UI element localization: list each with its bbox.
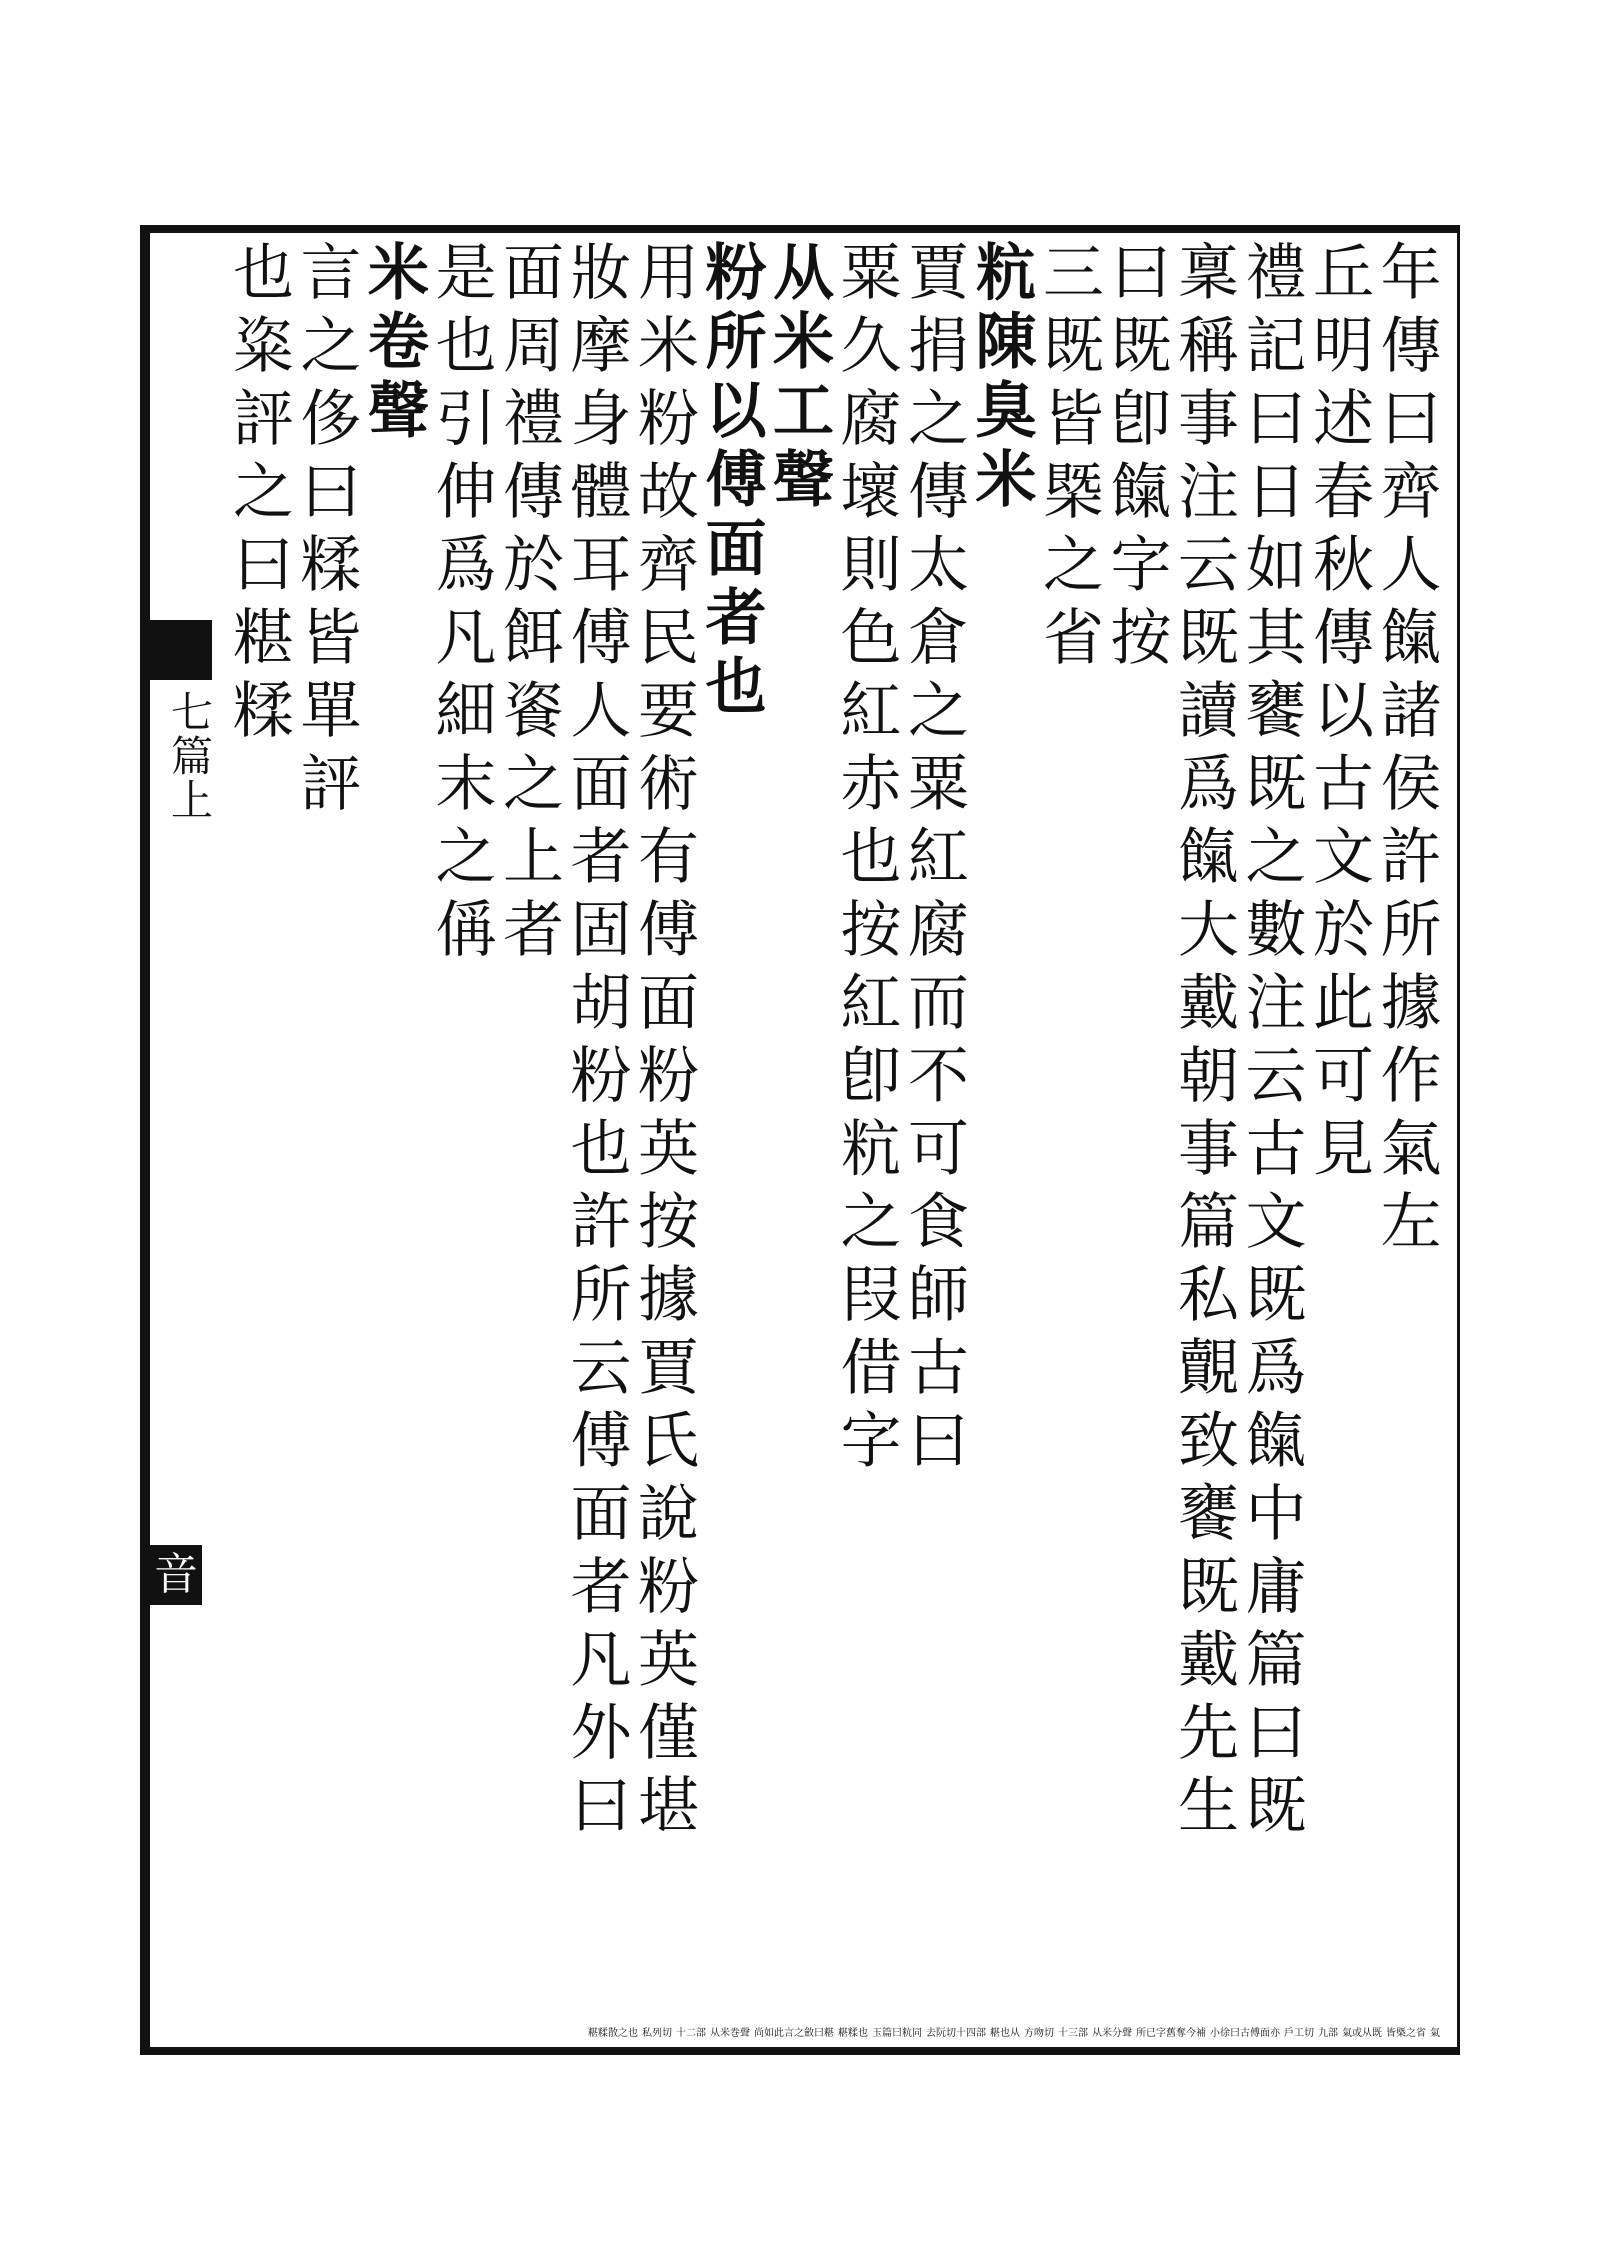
column-text: 米卷聲 [358, 240, 429, 447]
annotation-col16-tail: 糂也从 [990, 2028, 1020, 2039]
annotation-col4-note: 皆槩之省 [1386, 2028, 1426, 2039]
annotation-strip [225, 2028, 1440, 2040]
text-column [1370, 240, 1442, 2040]
column-text: 禮記曰日如其饔既之數注云古文既爲餼中庸篇曰既 [1235, 240, 1307, 1846]
text-column [560, 240, 632, 2040]
annotation-col20-tail: 尚如此言之斂曰糂 [754, 2028, 834, 2039]
annotation-col23-tail: 私列切 [642, 2028, 672, 2039]
text-column [495, 240, 563, 2040]
annotation-col1-tail: 氣 [1430, 2028, 1440, 2039]
column-text: 用米粉故齊民要術有傅面粉英按據賈氏說粉英僅堪 [628, 240, 699, 1846]
margin-black-bar [150, 620, 212, 680]
annotation-col5-extra: 氣或从既 [1342, 2028, 1382, 2039]
column-text: 从米工聲 [763, 240, 834, 516]
margin-mark: 音 [150, 1545, 202, 1605]
column-text: 言之侈曰糅皆單評 [290, 240, 362, 824]
text-column [360, 240, 428, 2040]
annotation-col21-tail: 从米巻聲 [710, 2028, 750, 2039]
annotation-col19-tail: 糂糅也 [838, 2028, 868, 2039]
column-text: 粟久腐壞則色紅赤也按紅卽粇之叚借字 [830, 240, 902, 1481]
annotation-col14-tail: 十三部 [1058, 2028, 1088, 2039]
annotation-col15-note: 方吻切 [1024, 2028, 1054, 2039]
column-text: 粉所以傅面者也 [695, 240, 767, 723]
annotation-col18-tail: 玉篇曰粇同 [872, 2028, 922, 2039]
column-text: 是也引伸爲凡細末之偁 [425, 240, 497, 970]
column-text: 賈捐之傳太倉之粟紅腐而不可食師古曰 [898, 240, 969, 1481]
column-text: 面周禮傳於餌餈之上者 [493, 240, 564, 970]
annotation-col6-note: 九部 [1318, 2028, 1338, 2039]
annotation-col10-note: 小徐曰古傅面亦 [1210, 2028, 1280, 2039]
text-column [765, 240, 833, 2040]
annotation-col24-tail: 糂糅散之也 [588, 2028, 638, 2039]
text-area [225, 240, 1440, 2040]
column-text: 曰既卽餼字按 [1100, 240, 1172, 678]
annotation-col17-tail: 去阮切十四部 [926, 2028, 986, 2039]
text-column [1100, 240, 1172, 2040]
annotation-col13-tail: 从米分聲 [1092, 2028, 1132, 2039]
text-column [695, 240, 767, 2040]
column-text: 妝摩身體耳傅人面者固胡粉也許所云傅面者凡外曰 [560, 240, 632, 1846]
text-column [425, 240, 497, 2040]
text-column [965, 240, 1037, 2040]
column-text: 丘明述春秋傳以古文於此可見 [1303, 240, 1374, 1189]
annotation-col11-note: 所已字舊奪今補 [1136, 2028, 1206, 2039]
column-text: 稟稱事注云既讀爲餼大戴朝事篇私覿致饔既戴先生 [1168, 240, 1239, 1846]
column-text: 年傳曰齊人餼諸侯許所據作氣左 [1370, 240, 1442, 1262]
margin-title: 七篇上 [165, 690, 214, 822]
column-text: 粇陳臭米 [965, 240, 1037, 516]
text-column [1235, 240, 1307, 2040]
column-text: 也粢評之曰糂糅 [223, 240, 294, 751]
text-column [225, 240, 293, 2040]
text-column [900, 240, 968, 2040]
text-column [630, 240, 698, 2040]
annotation-col9-tail: 戶工切 [1284, 2028, 1314, 2039]
text-column [1035, 240, 1103, 2040]
text-column [830, 240, 902, 2040]
column-text: 三既皆槩之省 [1033, 240, 1104, 678]
text-column [1305, 240, 1373, 2040]
annotation-col22-tail: 十二部 [676, 2028, 706, 2039]
text-column [290, 240, 362, 2040]
text-column [1170, 240, 1238, 2040]
